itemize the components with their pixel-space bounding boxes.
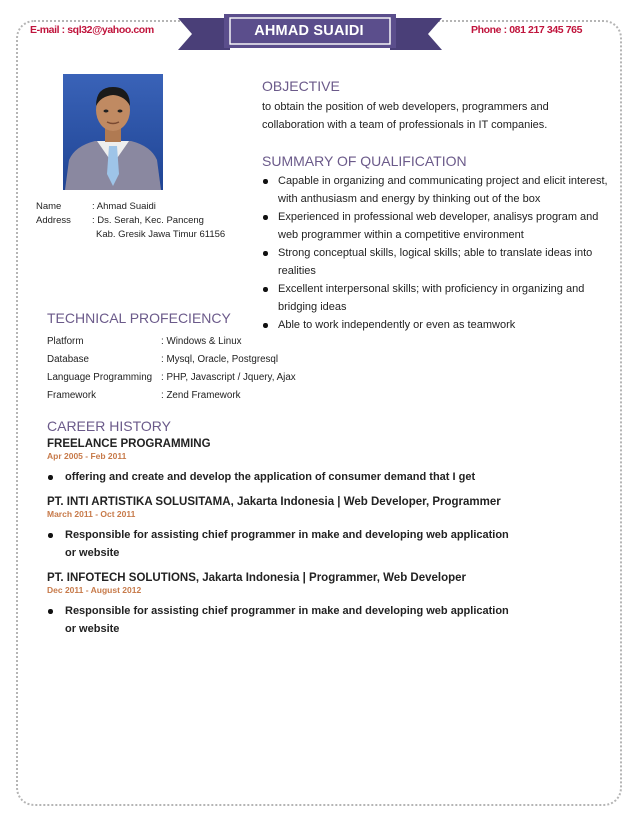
job-duties: [47, 602, 517, 638]
list-item: offering and create and develop the application of consumer demand that I get: [47, 468, 607, 486]
job-duties: [47, 468, 607, 486]
job-duties: [47, 526, 517, 562]
bullet-icon: [48, 533, 53, 538]
job-date: Apr 2005 - Feb 2011: [47, 451, 127, 461]
list-item: Capable in organizing and communicating project and elicit interest, with anthusiasm and energy by thinking out of the box: [262, 172, 618, 208]
objective-section: [262, 78, 602, 134]
job-date: March 2011 - Oct 2011: [47, 509, 136, 519]
table-row: Language Programming : PHP, Javascript / Jquery, Ajax: [47, 371, 296, 383]
name-label: Name: [36, 201, 62, 212]
summary-heading: SUMMARY OF QUALIFICATION: [262, 153, 467, 169]
table-row: Framework : Zend Framework: [47, 389, 241, 401]
bullet-icon: [263, 179, 268, 184]
banner-left-tail: [178, 18, 230, 50]
career-section: [47, 418, 607, 642]
table-row: Platform : Windows & Linux: [47, 335, 242, 347]
address-line-1: : Ds. Serah, Kec. Panceng: [92, 215, 204, 226]
job-title: FREELANCE PROGRAMMING: [47, 438, 211, 450]
profile-photo: [63, 74, 163, 190]
table-row: Database : Mysql, Oracle, Postgresql: [47, 353, 279, 365]
technical-section: [47, 310, 296, 404]
bullet-icon: [48, 475, 53, 480]
career-heading: CAREER HISTORY: [47, 418, 171, 434]
bullet-icon: [263, 251, 268, 256]
objective-heading: OBJECTIVE: [262, 78, 340, 94]
address-label: Address: [36, 215, 71, 226]
list-item: Excellent interpersonal skills; with proficiency in organizing and bridging ideas: [262, 280, 618, 316]
summary-section: [262, 153, 618, 334]
bullet-icon: [263, 287, 268, 292]
phone-text: Phone : 081 217 345 765: [471, 24, 583, 36]
personal-info: [36, 200, 225, 242]
list-item: Strong conceptual skills, logical skills; able to translate ideas into realities: [262, 244, 618, 280]
list-item: Able to work independently or even as teamwork: [262, 316, 618, 334]
banner-right-tail: [390, 18, 442, 50]
bullet-icon: [263, 215, 268, 220]
technical-table: [47, 332, 296, 404]
list-item: Experienced in professional web developer, analisys program and web programmer within a competitive environment: [262, 208, 618, 244]
email-text: E-mail : sql32@yahoo.com: [30, 24, 154, 36]
technical-heading: TECHNICAL PROFECIENCY: [47, 310, 231, 326]
bullet-icon: [48, 609, 53, 614]
list-item: Responsible for assisting chief programmer in make and developing web application or website: [47, 526, 517, 562]
list-item: Responsible for assisting chief programmer in make and developing web application or website: [47, 602, 517, 638]
summary-list: [262, 172, 618, 334]
name-value: : Ahmad Suaidi: [92, 201, 156, 212]
objective-text: to obtain the position of web developers, programmers and collaboration with a team of professionals in IT companies.: [262, 101, 549, 131]
job-title: PT. INFOTECH SOLUTIONS, Jakarta Indonesia | Programmer, Web Developer: [47, 572, 467, 584]
job-title: PT. INTI ARTISTIKA SOLUSITAMA, Jakarta Indonesia | Web Developer, Programmer: [47, 496, 501, 508]
job-date: Dec 2011 - August 2012: [47, 585, 142, 595]
candidate-name: AHMAD SUAIDI: [254, 23, 364, 39]
address-line-2: Kab. Gresik Jawa Timur 61156: [96, 229, 226, 240]
